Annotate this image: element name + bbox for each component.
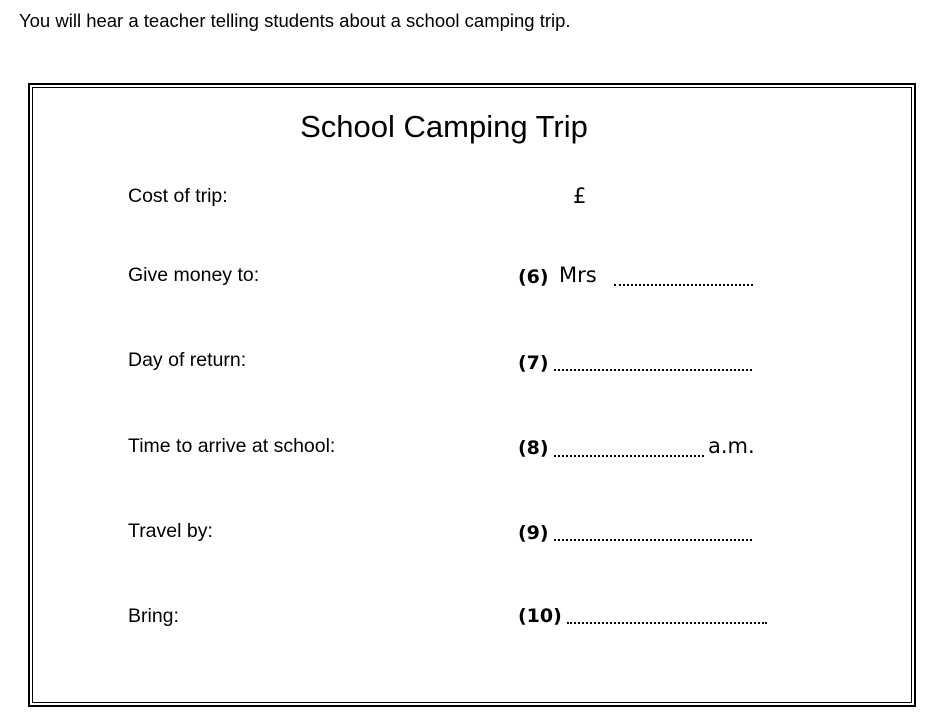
question-number-9: (9) bbox=[518, 522, 549, 544]
answer-blank-10[interactable] bbox=[567, 622, 767, 624]
answer-blank-8[interactable] bbox=[554, 455, 704, 457]
bring-label: Bring: bbox=[128, 605, 179, 627]
cost-label: Cost of trip: bbox=[128, 185, 228, 207]
question-number-8: (8) bbox=[518, 437, 549, 459]
instruction-text: You will hear a teacher telling students about a school camping trip. bbox=[19, 10, 571, 31]
answer-blank-9[interactable] bbox=[554, 539, 752, 541]
question-number-10: (10) bbox=[518, 605, 562, 627]
am-suffix: a.m. bbox=[708, 434, 755, 458]
form-title: School Camping Trip bbox=[300, 109, 588, 144]
question-number-6: (6) bbox=[518, 266, 549, 288]
travel-by-label: Travel by: bbox=[128, 520, 213, 542]
give-money-label: Give money to: bbox=[128, 264, 260, 286]
answer-blank-6[interactable] bbox=[614, 284, 753, 286]
mrs-prefix: Mrs bbox=[559, 263, 597, 287]
pound-sign: £ bbox=[573, 184, 587, 208]
answer-blank-7[interactable] bbox=[554, 369, 752, 371]
return-day-label: Day of return: bbox=[128, 349, 247, 371]
question-number-7: (7) bbox=[518, 352, 549, 374]
arrival-time-label: Time to arrive at school: bbox=[128, 435, 336, 457]
